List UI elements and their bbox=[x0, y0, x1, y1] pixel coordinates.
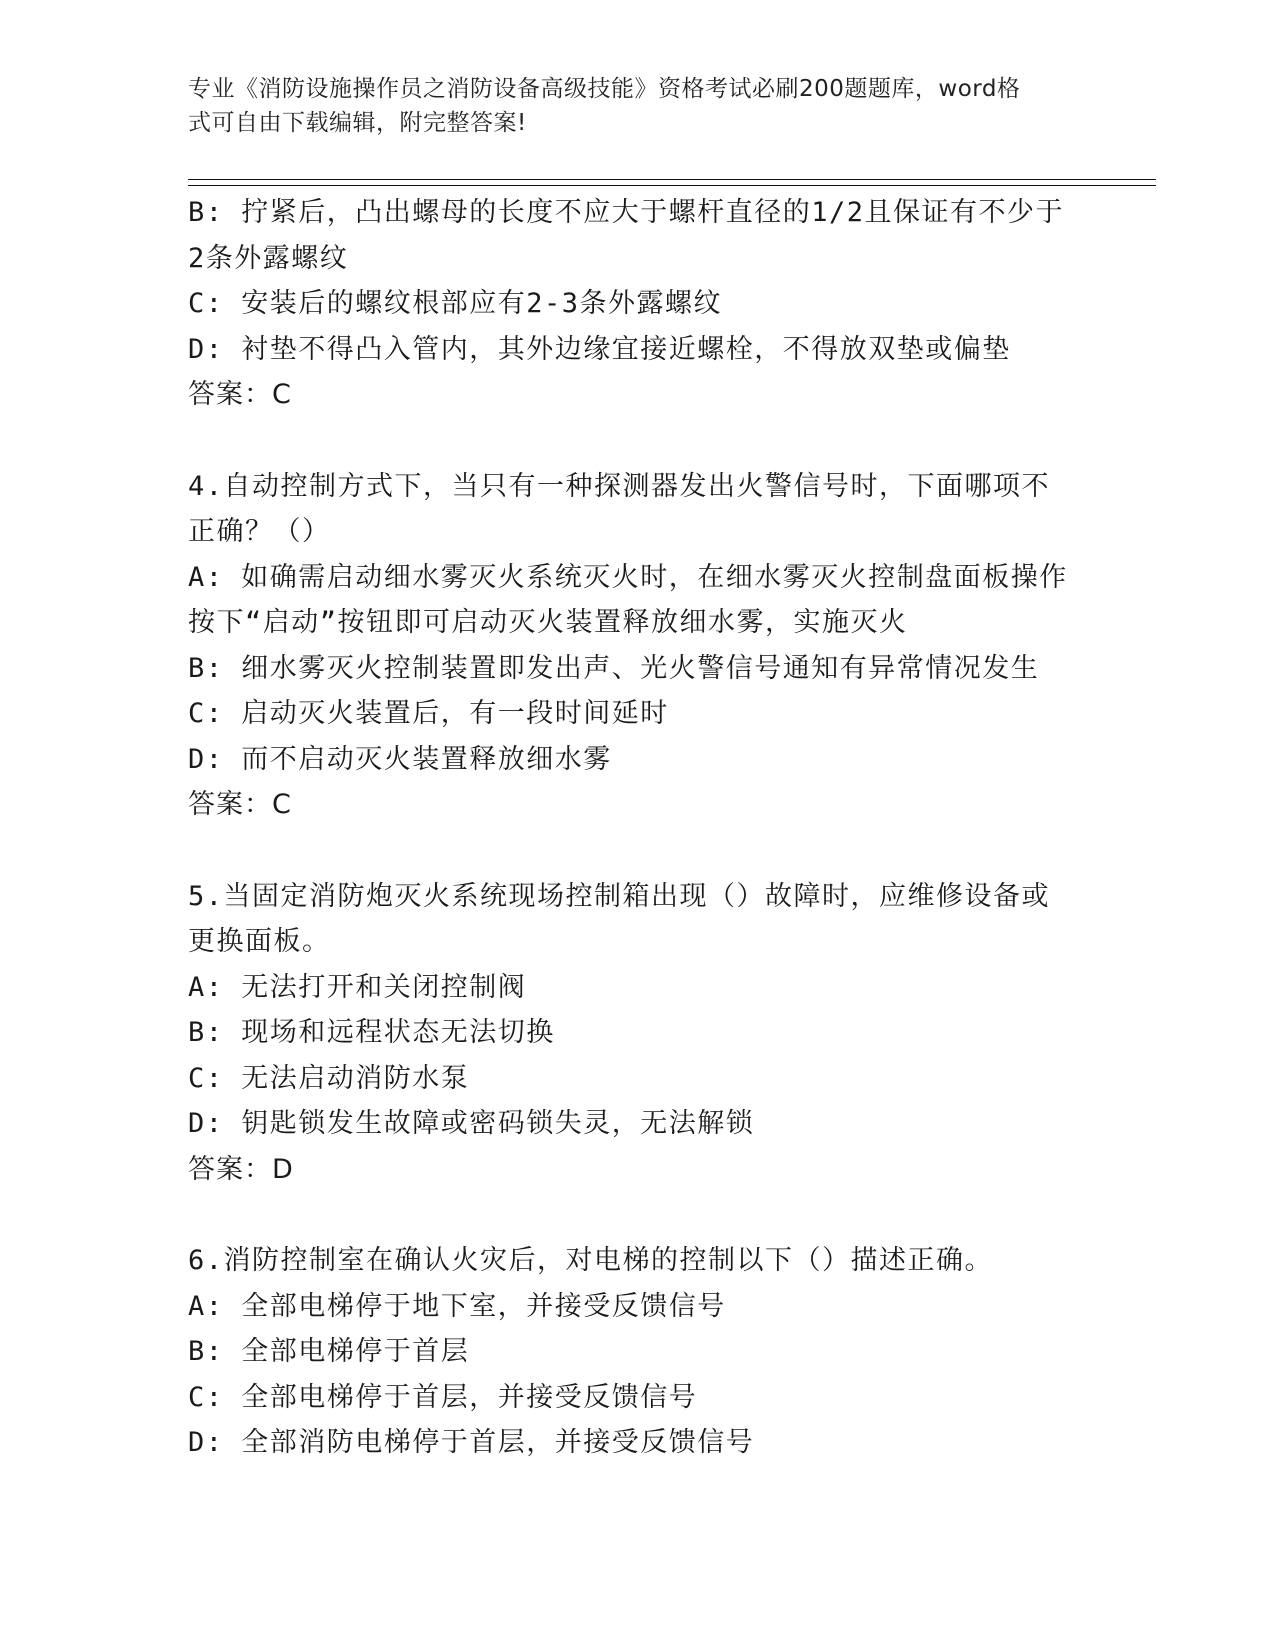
answer: 答案：D bbox=[188, 1153, 294, 1185]
spacer bbox=[188, 1192, 1088, 1238]
document-header bbox=[188, 72, 1078, 140]
option-d: D: 衬垫不得凸入管内，其外边缘宜接近螺栓，不得放双垫或偏垫 bbox=[188, 333, 1011, 365]
option-a: A: 全部电梯停于地下室，并接受反馈信号 bbox=[188, 1290, 726, 1322]
question-4 bbox=[188, 464, 1088, 828]
spacer bbox=[188, 418, 1088, 464]
question-stem-line-1: 4.自动控制方式下，当只有一种探测器发出火警信号时，下面哪项不 bbox=[188, 470, 1051, 502]
option-b: B: 细水雾灭火控制装置即发出声、光火警信号通知有异常情况发生 bbox=[188, 652, 1040, 684]
option-a-line-2: 按下“启动”按钮即可启动灭火装置释放细水雾，实施灭火 bbox=[188, 607, 908, 638]
question-stem-line-2: 正确？（） bbox=[188, 516, 331, 547]
option-c: C: 全部电梯停于首层，并接受反馈信号 bbox=[188, 1381, 698, 1413]
header-rule-top bbox=[188, 179, 1156, 180]
question-stem-line-2: 更换面板。 bbox=[188, 926, 331, 957]
header-line-2: 式可自由下载编辑，附完整答案! bbox=[188, 110, 527, 136]
question-5 bbox=[188, 874, 1088, 1193]
header-line-1: 专业《消防设施操作员之消防设备高级技能》资格考试必刷200题题库，word格 bbox=[188, 76, 1021, 102]
answer: 答案：C bbox=[188, 789, 292, 820]
option-a-line-1: A: 如确需启动细水雾灭火系统灭火时，在细水雾灭火控制盘面板操作 bbox=[188, 561, 1068, 593]
question-stem-line-1: 5.当固定消防炮灭火系统现场控制箱出现（）故障时，应维修设备或 bbox=[188, 880, 1051, 912]
spacer bbox=[188, 828, 1088, 874]
question-list bbox=[188, 190, 1088, 1466]
option-a: A: 无法打开和关闭控制阀 bbox=[188, 971, 527, 1003]
header-rule-bottom bbox=[188, 185, 1156, 186]
question-6 bbox=[188, 1238, 1088, 1466]
question-3 bbox=[188, 190, 1088, 418]
option-b-line-1: B: 拧紧后，凸出螺母的长度不应大于螺杆直径的1/2且保证有不少于 bbox=[188, 197, 1065, 228]
option-d: D: 全部消防电梯停于首层，并接受反馈信号 bbox=[188, 1427, 755, 1458]
option-b: B: 全部电梯停于首层 bbox=[188, 1336, 470, 1367]
option-c: C: 安装后的螺纹根部应有2-3条外露螺纹 bbox=[188, 288, 723, 319]
option-b-line-2: 2条外露螺纹 bbox=[188, 242, 349, 274]
answer: 答案：C bbox=[188, 379, 292, 410]
option-d: D: 钥匙锁发生故障或密码锁失灵，无法解锁 bbox=[188, 1108, 755, 1139]
question-stem: 6.消防控制室在确认火灾后，对电梯的控制以下（）描述正确。 bbox=[188, 1245, 994, 1276]
option-d: D: 而不启动灭火装置释放细水雾 bbox=[188, 743, 612, 775]
option-b: B: 现场和远程状态无法切换 bbox=[188, 1017, 555, 1048]
option-c: C: 启动灭火装置后，有一段时间延时 bbox=[188, 698, 669, 729]
option-c: C: 无法启动消防水泵 bbox=[188, 1062, 470, 1094]
